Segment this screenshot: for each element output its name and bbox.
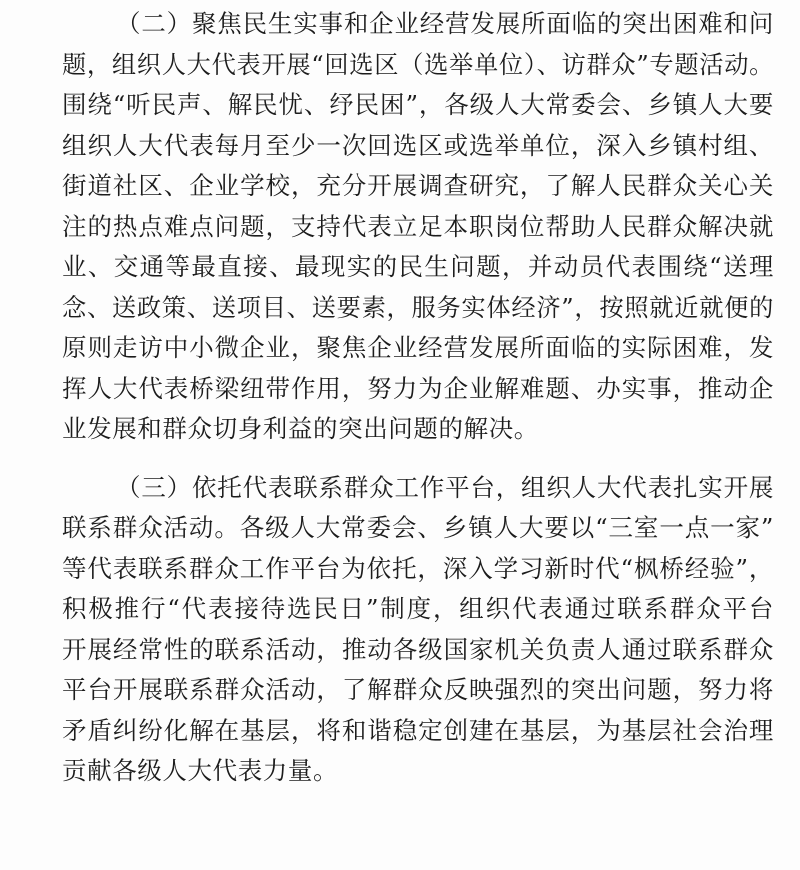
text-line: 业、交通等最直接、最现实的民生问题，并动员代表围绕“送理 (62, 252, 774, 281)
paragraph-3 (62, 468, 774, 792)
text-line: 题，组织人大代表开展“回选区（选举单位）、访群众”专题活动。 (62, 49, 774, 79)
text-line: 积极推行“代表接待选民日”制度，组织代表通过联系群众平台 (62, 594, 774, 623)
text-line: 联系群众活动。各级人大常委会、乡镇人大要以“三室一点一家” (62, 513, 774, 542)
text-line: 开展经常性的联系活动，推动各级国家机关负责人通过联系群众 (62, 634, 774, 664)
text-line: 原则走访中小微企业，聚焦企业经营发展所面临的实际困难，发 (62, 333, 774, 362)
text-line: 等代表联系群众工作平台为依托，深入学习新时代“枫桥经验”， (62, 553, 774, 583)
text-line: 注的热点难点问题，支持代表立足本职岗位帮助人民群众解决就 (62, 211, 774, 241)
text-line: 业发展和群众切身利益的突出问题的解决。 (62, 414, 539, 443)
text-line: （二）聚焦民生实事和企业经营发展所面临的突出困难和问 (116, 9, 774, 38)
text-line: 平台开展联系群众活动，了解群众反映强烈的突出问题，努力将 (62, 675, 774, 704)
text-line: 贡献各级人大代表力量。 (62, 756, 339, 785)
text-line: 围绕“听民声、解民忧、纾民困”，各级人大常委会、乡镇人大要 (62, 90, 774, 119)
paragraph-2 (62, 4, 774, 450)
text-line: 念、送政策、送项目、送要素，服务实体经济”，按照就近就便的 (62, 292, 774, 322)
text-line: 矛盾纠纷化解在基层，将和谐稳定创建在基层，为基层社会治理 (62, 715, 774, 745)
text-line: （三）依托代表联系群众工作平台，组织人大代表扎实开展 (116, 472, 774, 502)
text-line: 挥人大代表桥梁纽带作用，努力为企业解难题、办实事，推动企 (62, 373, 774, 403)
text-line: 街道社区、企业学校，充分开展调查研究，了解人民群众关心关 (62, 171, 774, 200)
text-line: 组织人大代表每月至少一次回选区或选举单位，深入乡镇村组、 (62, 130, 774, 160)
